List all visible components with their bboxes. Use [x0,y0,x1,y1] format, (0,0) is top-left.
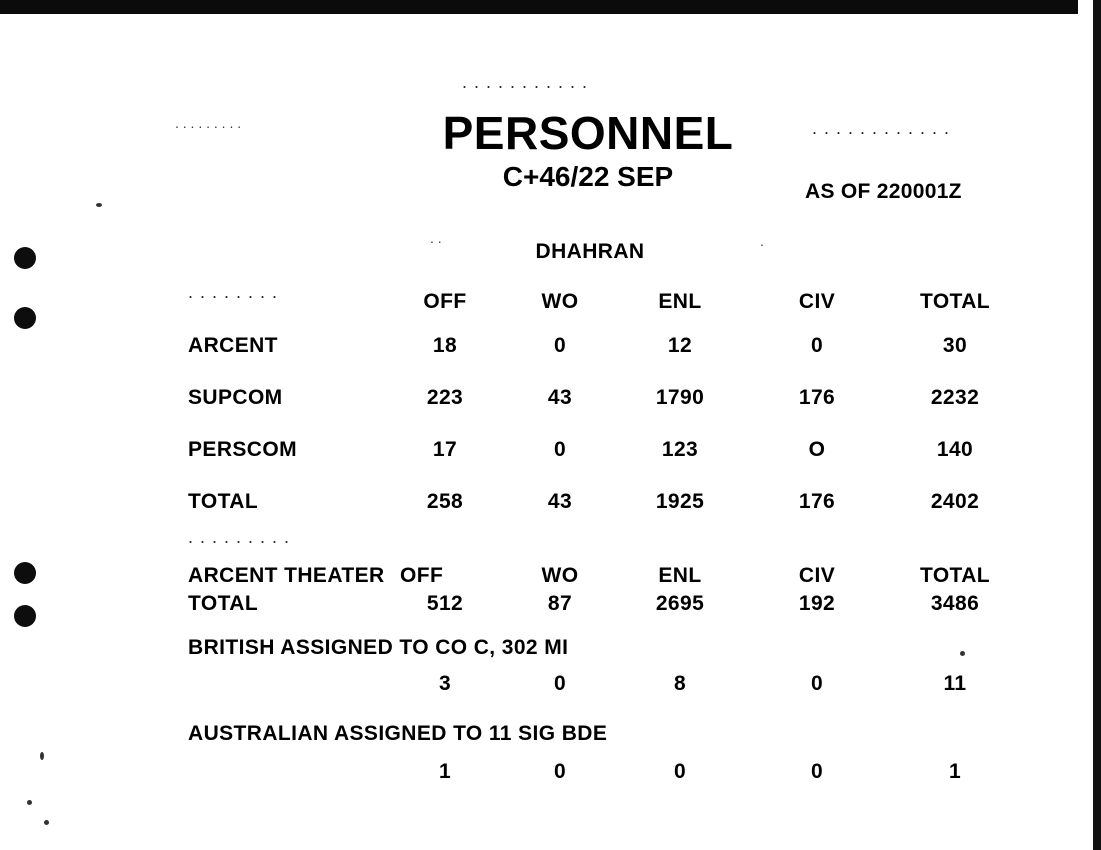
table-cell-supcom-off: 223 [426,386,464,409]
table-cell-total-total: 2402 [930,490,980,513]
table-row-label-perscom: PERSCOM [188,438,297,461]
page-subtitle: C+46/22 SEP [502,161,674,192]
table-cell-supcom-civ: 176 [798,386,836,409]
table-cell-arcent-enl: 12 [667,334,693,357]
table-row-label-supcom: SUPCOM [188,386,283,409]
theater-column-header-off: OFF [400,564,444,587]
attachment-label-australian: AUSTRALIAN ASSIGNED TO 11 SIG BDE [188,722,608,745]
column-header-off: OFF [423,290,467,313]
attachment-label-british: BRITISH ASSIGNED TO CO C, 302 MI [188,636,569,659]
table-cell-arcent-civ: 0 [810,334,824,357]
column-header-enl: ENL [658,290,702,313]
page-title: PERSONNEL [442,107,734,159]
table-cell-supcom-total: 2232 [930,386,980,409]
attachment-australian-wo: 0 [553,760,567,783]
table-cell-arcent-wo: 0 [553,334,567,357]
scan-dot-artifact-right: . [760,233,764,249]
scan-rule-artifact-header: . . . . . . . . [188,282,279,302]
theater-column-header-total: TOTAL [919,564,991,587]
table-cell-perscom-enl: 123 [661,438,699,461]
scan-right-dark-edge [1093,0,1101,850]
attachment-australian-civ: 0 [810,760,824,783]
scan-right-white-gap [1088,0,1093,850]
table-cell-supcom-enl: 1790 [655,386,705,409]
scan-dash-artifact-top: . . . . . . . . . . . [462,72,589,92]
attachment-australian-total: 1 [948,760,962,783]
scan-dot-artifact-mid: . . [430,230,442,246]
attachment-british-total: 11 [943,672,967,695]
theater-column-header-enl: ENL [658,564,702,587]
attachment-british-enl: 8 [673,672,687,695]
location-header: DHAHRAN [535,240,645,263]
theater-section-label: ARCENT THEATER [188,564,385,587]
theater-column-header-civ: CIV [798,564,836,587]
as-of-timestamp: AS OF 220001Z [805,180,962,203]
table-cell-perscom-wo: 0 [553,438,567,461]
table-cell-total-off: 258 [426,490,464,513]
table-cell-perscom-civ: O [808,438,826,461]
table-cell-perscom-off: 17 [432,438,458,461]
theater-cell-off: 512 [426,592,464,615]
attachment-british-off: 3 [438,672,452,695]
theater-cell-total: 3486 [930,592,980,615]
table-row-label-arcent: ARCENT [188,334,278,357]
attachment-australian-enl: 0 [673,760,687,783]
theater-cell-civ: 192 [798,592,836,615]
table-cell-supcom-wo: 43 [547,386,573,409]
attachment-british-civ: 0 [810,672,824,695]
scan-rule-artifact-divider: . . . . . . . . . [188,527,291,547]
attachment-british-wo: 0 [553,672,567,695]
table-row-label-total: TOTAL [188,490,259,513]
column-header-wo: WO [541,290,579,313]
scan-dot-artifact-left: . . . . . . . . . [175,115,242,131]
column-header-total: TOTAL [919,290,991,313]
column-header-civ: CIV [798,290,836,313]
theater-cell-wo: 87 [547,592,573,615]
table-cell-total-civ: 176 [798,490,836,513]
theater-column-header-wo: WO [541,564,579,587]
scan-dash-artifact-upper-right: . . . . . . . . . . . . [812,118,951,138]
table-cell-total-wo: 43 [547,490,573,513]
table-cell-arcent-total: 30 [942,334,968,357]
table-cell-arcent-off: 18 [432,334,458,357]
attachment-australian-off: 1 [438,760,452,783]
theater-row-label-total: TOTAL [188,592,259,615]
table-cell-perscom-total: 140 [936,438,974,461]
theater-cell-enl: 2695 [655,592,705,615]
table-cell-total-enl: 1925 [655,490,705,513]
